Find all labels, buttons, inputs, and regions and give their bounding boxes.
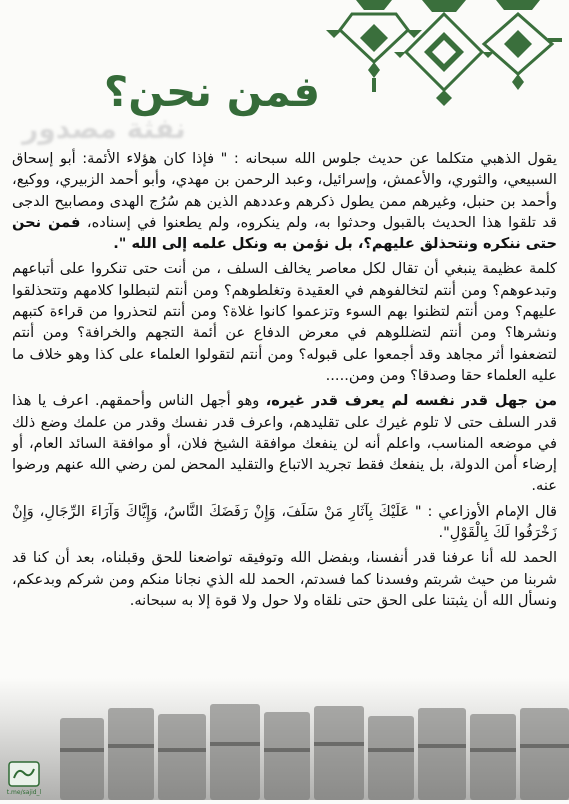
- paragraph-who-are-you: [12, 258, 557, 386]
- paragraph-closing-praise: [12, 547, 557, 611]
- paragraph-text: كلمة عظيمة ينبغي أن تقال لكل معاصر يخالف السلف ، من أنت حتى تنكروا على أتباعهم وتبدعوهم؟ ومن أنتم لتخالفوهم في العقيدة وتغلطوهم؟ ومن أنتم لتبطلوا كلامهم وتتحذلقوا عليهم؟ ومن أنتم لتظنوا بهم السوء وتزعموا كانوا غلاة؟ ومن أنتم لتحذروا من قراءة كتبهم ونشرها؟ ومن أنتم لتضللوهم في معرض الدفاع عن أئمة التجهم والخرافة؟ ومن أنتم لتضعفوا أثر مجاهد وقد أجمعوا على قبوله؟ ومن أنتم لتقولوا العلماء على كذا وهو خلاف ما عليه العلماء حقا وصدقا؟ ومن ومن.....: [12, 260, 557, 384]
- channel-badge: [4, 761, 44, 796]
- book-spines-image: [0, 678, 569, 800]
- quote-verse: عَلَيْكَ بِآثَارِ مَنْ سَلَفَ، وَإِنْ رَفَضَكَ النَّاسُ، وَإِيَّاكَ وَآرَاءَ الرِّجَالِ، وَإِنْ زَخْرَفُوا لَكَ بِالْقَوْلِ: [12, 502, 557, 542]
- page-title: فمن نحن؟: [103, 67, 321, 116]
- article-body: [12, 148, 557, 615]
- paragraph-text: قال الإمام الأوزاعي : ": [414, 502, 558, 520]
- paragraph-text: وهو أجهل الناس وأحمقهم. اعرف يا هذا قدر السلف حتى لا تلوم غيرك على تقليدهم، واعرف قدر نفسك وقدر من علمك وضع ذلك في موضعه المناسب، واعلم أنه لن ينفعك موافقة الشيخ فلان، أو موافقة السائد العام، أو إرضاء أمن الدولة، بل ينفعك فقط تجريد الاتباع والتقليد المحض لمن رضي الله عنهم ورضوا عنه.: [12, 392, 557, 495]
- paragraph-bold-heading: من جهل قدر نفسه لم يعرف قدر غيره،: [265, 392, 557, 410]
- paragraph-dhahabi-quote: [12, 148, 557, 254]
- bookshelf-background: [0, 678, 569, 800]
- paragraph-know-yourself: [12, 390, 557, 496]
- channel-logo-icon: [8, 761, 40, 787]
- watermark-text: نفثة مصدور: [22, 112, 186, 145]
- paragraph-bold-conclusion: فمن نحن حتى ننكره ونتحذلق عليهم؟، بل نؤمن به ونكل علمه إلى الله ".: [12, 213, 557, 253]
- channel-handle: t.me/sajid_l: [6, 789, 42, 796]
- ornament-icon: [296, 0, 566, 106]
- paragraph-text: الحمد لله أنا عرفنا قدر أنفسنا، وبفضل الله وتوفيقه تواضعنا للحق وقبلناه، بعد أن كنا قد شربنا من حيث شربتم وفسدنا كما فسدتم، الحمد لله الذي نجانا منكم ومن شركم وبدعكم، ونسأل الله أن يثبتنا على الحق حتى نلقاه ولا حول ولا قوة إلا به سبحانه.: [12, 549, 557, 609]
- paragraph-awzai-quote: [12, 501, 557, 544]
- quote-end: ".: [438, 524, 450, 542]
- paragraph-text: يقول الذهبي متكلما عن حديث جلوس الله سبحانه : " فإذا كان هؤلاء الأئمة: أبو إسحاق السبيعي، والثوري، والأعمش، وإسرائيل، وعبد الرحمن بن مهدي، وأبو أحمد الزبيري، ووكيع، وأحمد بن حنبل، وغيرهم ممن يطول ذكرهم وعددهم الذين هم سُرُج الهدى ومصابيح الدجى قد تلقوا هذا الحديث بالقبول وحدثوا به، ولم ينكروه، ولم يطعنوا في إسناده،: [12, 150, 558, 231]
